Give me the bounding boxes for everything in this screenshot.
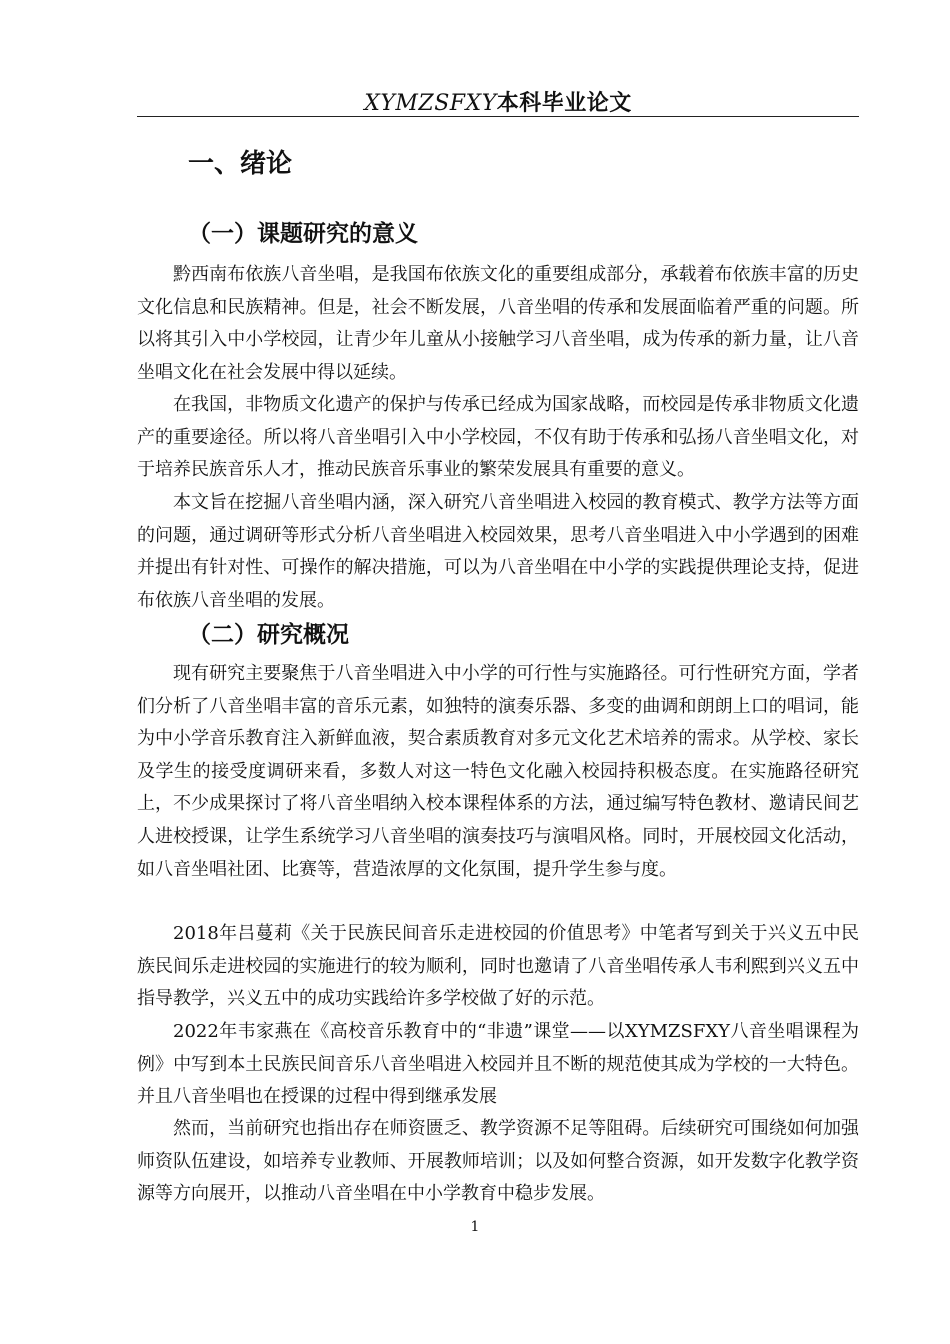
header-cjk: 本科毕业论文 bbox=[496, 91, 632, 116]
paragraph: 本文旨在挖掘八音坐唱内涵，深入研究八音坐唱进入校园的教育模式、教学方法等方面的问题，通过调研等形式分析八音坐唱进入校园效果，思考八音坐唱进入中小学遇到的困难并提出有针对性、可操作的解决措施，可以为八音坐唱在中小学的实践提供理论支持，促进布依族八音坐唱的发展。 bbox=[137, 492, 859, 611]
paragraph: 现有研究主要聚焦于八音坐唱进入中小学的可行性与实施路径。可行性研究方面，学者们分析了八音坐唱丰富的音乐元素，如独特的演奏乐器、多变的曲调和朗朗上口的唱词，能为中小学音乐教育注入新鲜血液，契合素质教育对多元文化艺术培养的需求。从学校、家长及学生的接受度调研来看，多数人对这一特色文化融入校园持积极态度。在实施路径研究上，不少成果探讨了将八音坐唱纳入校本课程体系的方法，通过编写特色教材、邀请民间艺人进校授课，让学生系统学习八音坐唱的演奏技巧与演唱风格。同时，开展校园文化活动，如八音坐唱社团、比赛等，营造浓厚的文化氛围，提升学生参与度。 bbox=[137, 663, 859, 880]
header-latin: XYMZSFXY bbox=[364, 91, 497, 116]
paragraph: 在我国，非物质文化遗产的保护与传承已经成为国家战略，而校园是传承非物质文化遗产的重要途径。所以将八音坐唱引入中小学校园，不仅有助于传承和弘扬八音坐唱文化，对于培养民族音乐人才，推动民族音乐事业的繁荣发展具有重要的意义。 bbox=[137, 394, 859, 481]
paragraph: 2022年韦家燕在《高校音乐教育中的“非遗”课堂——以XYMZSFXY八音坐唱课程为例》中写到本土民族民间音乐八音坐唱进入校园并且不断的规范使其成为学校的一大特色。并且八音坐唱也在授课的过程中得到继承发展 bbox=[137, 1021, 859, 1108]
paragraph: 2018年吕蔓莉《关于民族民间音乐走进校园的价值思考》中笔者写到关于兴义五中民族民间乐走进校园的实施进行的较为顺利，同时也邀请了八音坐唱传承人韦利熙到兴义五中指导教学，兴义五中的成功实践给许多学校做了好的示范。 bbox=[137, 923, 859, 1010]
running-header bbox=[137, 90, 859, 118]
paragraph: 然而，当前研究也指出存在师资匮乏、教学资源不足等阻碍。后续研究可围绕如何加强师资队伍建设，如培养专业教师、开展教师培训；以及如何整合资源，如开发数字化教学资源等方向展开，以推动八音坐唱在中小学教育中稳步发展。 bbox=[137, 1118, 859, 1205]
section-title-overview: （二）研究概况 bbox=[188, 622, 349, 648]
paragraph: 黔西南布依族八音坐唱，是我国布依族文化的重要组成部分，承载着布依族丰富的历史文化信息和民族精神。但是，社会不断发展，八音坐唱的传承和发展面临着严重的问题。所以将其引入中小学校园，让青少年儿童从小接触学习八音坐唱，成为传承的新力量，让八音坐唱文化在社会发展中得以延续。 bbox=[137, 264, 859, 383]
header-rule bbox=[137, 116, 859, 117]
page-number: 1 bbox=[470, 1219, 480, 1235]
section-title-significance: （一）课题研究的意义 bbox=[188, 221, 418, 247]
chapter-title: 一、绪论 bbox=[188, 149, 293, 179]
